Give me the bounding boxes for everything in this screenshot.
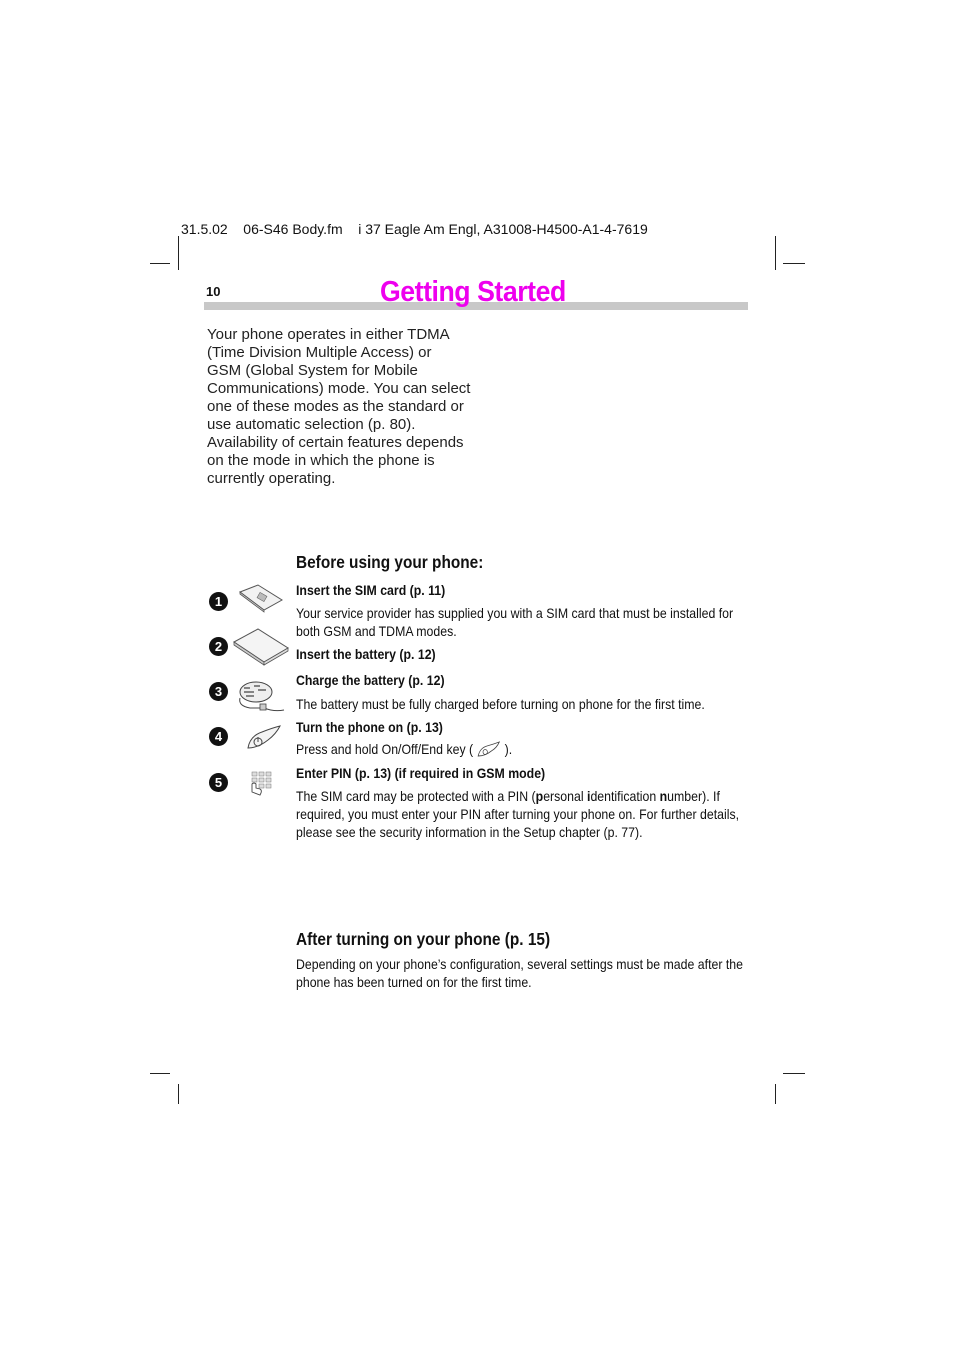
crop-mark bbox=[150, 263, 170, 264]
step-badge: 5 bbox=[209, 773, 228, 792]
step-text-part: ersonal bbox=[543, 788, 588, 804]
after-text: Depending on your phone’s configuration, several settings must be made after the phone has been turned on for the first time. bbox=[296, 956, 743, 990]
step-text bbox=[296, 787, 747, 841]
after-heading: After turning on your phone (p. 15) bbox=[296, 929, 551, 949]
header-file: 06-S46 Body.fm bbox=[243, 221, 343, 237]
power-key-icon bbox=[244, 722, 296, 762]
crop-mark bbox=[178, 1084, 179, 1104]
header-product: Eagle bbox=[384, 221, 421, 237]
step-text-part: The SIM card may be protected with a PIN ( bbox=[296, 788, 536, 804]
header-lang: Am Engl, bbox=[423, 221, 481, 237]
step-title: Charge the battery (p. 12) bbox=[296, 672, 445, 688]
step-text-part: dentification bbox=[590, 788, 660, 804]
step-badge: 1 bbox=[209, 592, 228, 611]
intro-paragraph: Availability of certain features depends on the mode in which the phone is currently operating. bbox=[207, 434, 464, 487]
crop-mark bbox=[178, 236, 179, 270]
step-text bbox=[296, 740, 747, 759]
crop-mark bbox=[150, 1073, 170, 1074]
header-code: A31008-H4500-A1-4-7619 bbox=[483, 221, 648, 237]
step-text: Your service provider has supplied you with a SIM card that must be installed for both GSM and TDMA modes. bbox=[296, 605, 734, 639]
intro-text bbox=[207, 326, 477, 488]
crop-mark bbox=[775, 236, 776, 270]
step-text-emphasis: i bbox=[587, 788, 591, 804]
step-text-part: ). bbox=[504, 741, 513, 757]
keypad-icon bbox=[248, 770, 300, 810]
step-title: Insert the battery (p. 12) bbox=[296, 646, 436, 662]
intro-paragraph: Your phone operates in either TDMA (Time Division Multiple Access) or bbox=[207, 326, 449, 361]
before-heading: Before using your phone: bbox=[296, 552, 484, 572]
intro-paragraph: GSM (Global System for Mobile Communications) mode. You can select one of these modes as the standard or use automatic selection (p. 80). bbox=[207, 362, 471, 433]
step-text: The battery must be fully charged before turning on phone for the first time. bbox=[296, 696, 705, 712]
step-text-emphasis: n bbox=[659, 788, 668, 804]
battery-icon bbox=[232, 626, 290, 666]
power-key-icon bbox=[477, 741, 502, 759]
step-badge: 4 bbox=[209, 727, 228, 746]
step-title: Enter PIN (p. 13) (if required in GSM mode) bbox=[296, 765, 546, 781]
print-header bbox=[181, 221, 648, 237]
step-text-part: umber). If required, you must enter your PIN after turning your phone on. For further details, please see the security information in the Setup chapter (p. 77). bbox=[296, 788, 740, 840]
crop-mark bbox=[783, 1073, 805, 1074]
crop-mark bbox=[775, 1084, 776, 1104]
charger-icon bbox=[236, 676, 288, 716]
step-badge: 3 bbox=[209, 682, 228, 701]
step-text-emphasis: p bbox=[535, 788, 544, 804]
page-title: Getting Started bbox=[380, 276, 566, 308]
header-date: 31.5.02 bbox=[181, 221, 228, 237]
step-title: Insert the SIM card (p. 11) bbox=[296, 582, 446, 598]
step-text-part: Press and hold On/Off/End key ( bbox=[296, 741, 474, 757]
sim-card-icon bbox=[236, 582, 288, 622]
step-badge: 2 bbox=[209, 637, 228, 656]
crop-mark bbox=[783, 263, 805, 264]
step-title: Turn the phone on (p. 13) bbox=[296, 719, 443, 735]
page-number: 10 bbox=[206, 284, 221, 299]
header-model: i 37 bbox=[358, 221, 381, 237]
